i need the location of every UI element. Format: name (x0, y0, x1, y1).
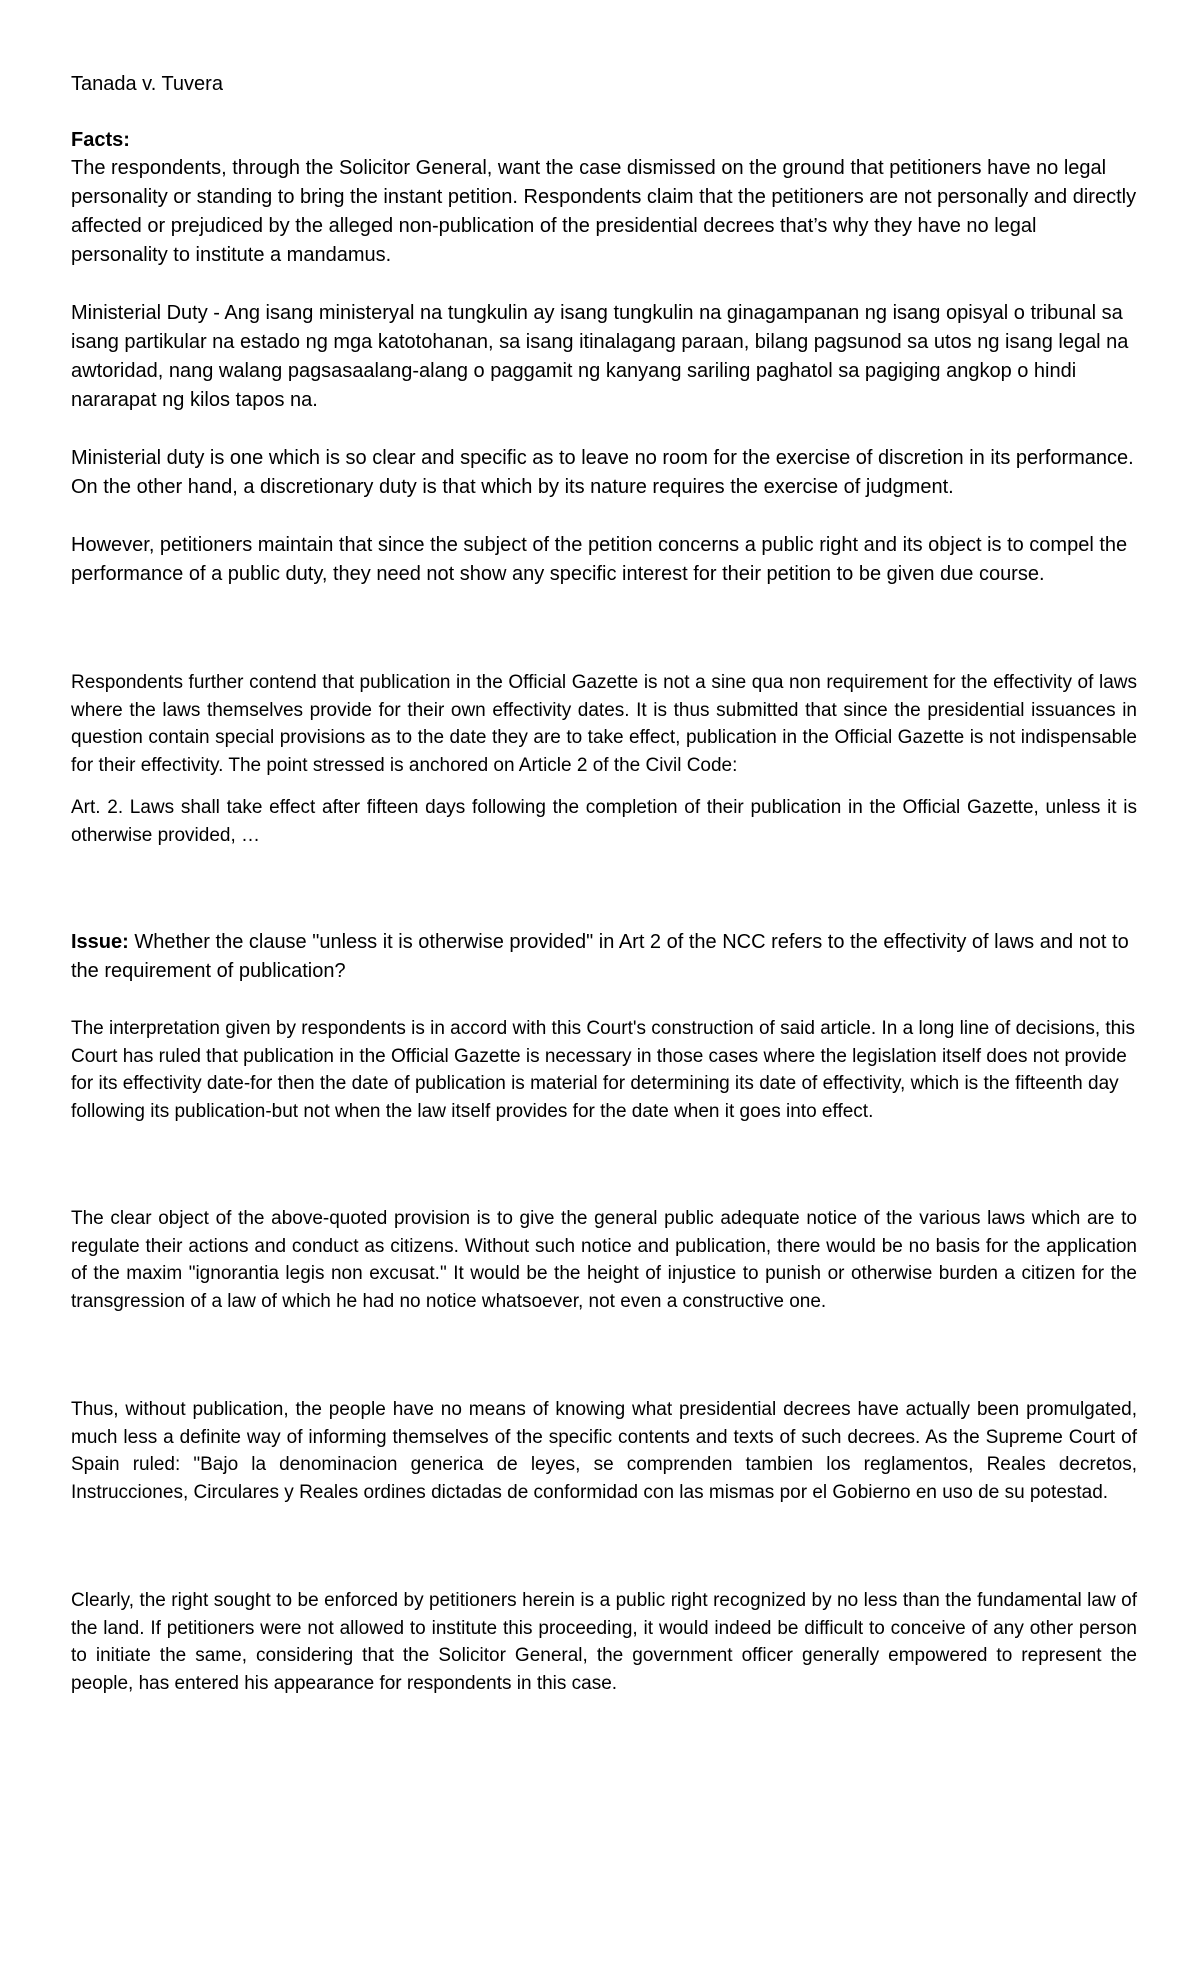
interpretation-paragraph: The interpretation given by respondents is in accord with this Court's construction of said article. In a long line of decisions, this Court has ruled that publication in the Official Gazette is necessary in those cases where the legislation itself does not provide for its effectivity date-for then the date of publication is material for determining its date of effectivity, which is the fifteenth day following its publication-but not when the law itself provides for the date when it goes into effect. (71, 1018, 1135, 1122)
ministerial-duty-english-paragraph: Ministerial duty is one which is so clear and specific as to leave no room for the exercise of discretion in its performance. On the other hand, a discretionary duty is that which by its nature requires the exercise of judgment. (71, 447, 1134, 498)
thus-without-publication-paragraph: Thus, without publication, the people have no means of knowing what presidential decrees have actually been promulgated, much less a definite way of informing themselves of the specific contents and texts of such decrees. As the Supreme Court of Spain ruled: "Bajo la denominacion generica de leyes, se comprenden tambien los reglamentos, Reales decretos, Instrucciones, Circulares y Reales ordines dictadas de conformidad con las mismas por el Gobierno en uso de su potestad. (71, 1399, 1137, 1503)
issue-text: Whether the clause "unless it is otherwise provided" in Art 2 of the NCC refers to the effectivity of laws and not to the requirement of publication? (71, 931, 1129, 982)
facts-heading: Facts: (71, 129, 130, 151)
petitioners-maintain-paragraph: However, petitioners maintain that since the subject of the petition concerns a public right and its object is to compel the performance of a public duty, they need not show any specific interest for their petition to be given due course. (71, 534, 1128, 585)
case-title: Tanada v. Tuvera (71, 73, 223, 95)
facts-paragraph: The respondents, through the Solicitor General, want the case dismissed on the ground that petitioners have no legal personality or standing to bring the instant petition. Respondents claim that the petitioners are not personally and directly affected or prejudiced by the alleged non-publication of the presidential decrees that’s why they have no legal personality to institute a mandamus. (71, 157, 1137, 266)
respondents-contend-paragraph: Respondents further contend that publication in the Official Gazette is not a sine qua non requirement for the effectivity of laws where the laws themselves provide for their own effectivity dates. It is thus submitted that since the presidential issuances in question contain special provisions as to the date they are to take effect, publication in the Official Gazette is not indispensable for their effectivity. The point stressed is anchored on Article 2 of the Civil Code: (71, 672, 1137, 776)
clear-object-paragraph: The clear object of the above-quoted provision is to give the general public adequate notice of the various laws which are to regulate their actions and conduct as citizens. Without such notice and publication, there would be no basis for the application of the maxim "ignorantia legis non excusat." It would be the height of injustice to punish or otherwise burden a citizen for the transgression of a law of which he had no notice whatsoever, not even a constructive one. (71, 1208, 1137, 1312)
clearly-right-paragraph: Clearly, the right sought to be enforced by petitioners herein is a public right recognized by no less than the fundamental law of the land. If petitioners were not allowed to institute this proceeding, it would indeed be difficult to conceive of any other person to initiate the same, considering that the Solicitor General, the government officer generally empowered to represent the people, has entered his appearance for respondents in this case. (71, 1590, 1137, 1694)
document-page (71, 70, 1137, 1697)
ministerial-duty-tagalog-paragraph: Ministerial Duty - Ang isang ministeryal na tungkulin ay isang tungkulin na ginagampanan ng isang opisyal o tribunal sa isang partikular na estado ng mga katotohanan, sa isang itinalagang paraan, bilang pagsunod sa utos ng isang legal na awtoridad, nang walang pagsasaalang-alang o paggamit ng kanyang sariling paghatol sa pagiging angkop o hindi nararapat ng kilos tapos na. (71, 302, 1129, 411)
article-2-quote: Art. 2. Laws shall take effect after fifteen days following the completion of their publication in the Official Gazette, unless it is otherwise provided, … (71, 797, 1137, 846)
issue-label: Issue: (71, 931, 129, 953)
issue-paragraph (71, 928, 1137, 986)
